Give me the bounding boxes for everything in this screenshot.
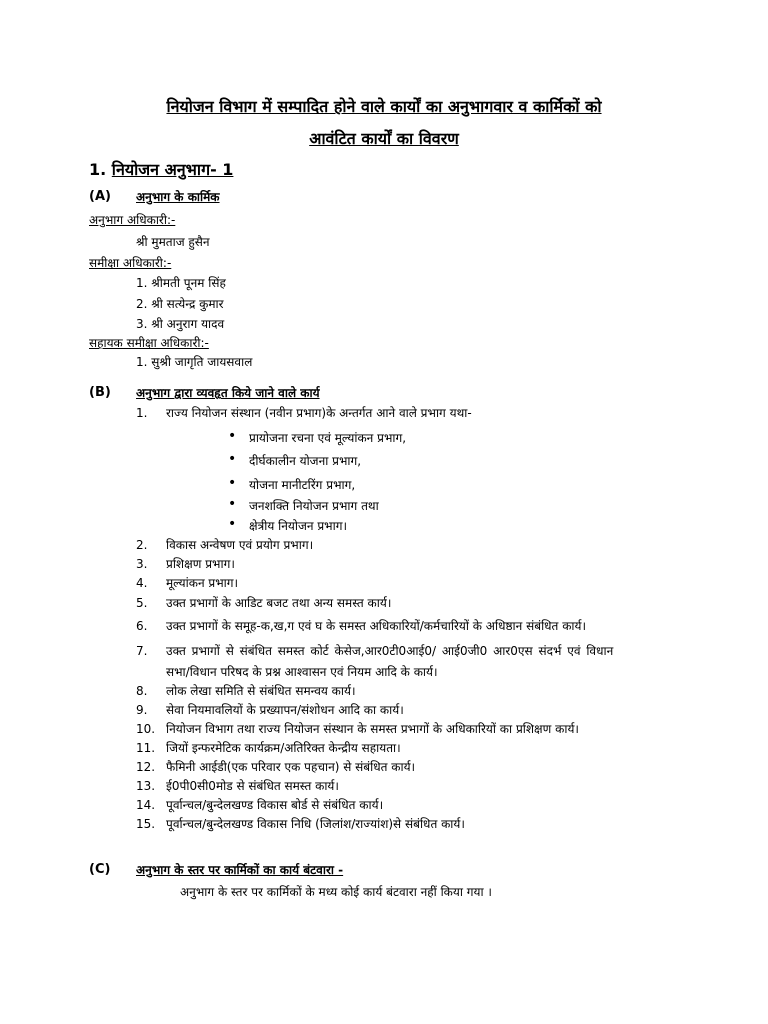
list-item-text: उक्त प्रभागों के समूह-क,ख,ग एवं घ के समस्त अधिकारियों/कर्मचारियों के अधिष्ठान संबंधित कार्य।: [166, 619, 587, 633]
part-b-code: (B): [89, 385, 111, 400]
page-title-line-1: नियोजन विभाग में सम्पादित होने वाले कार्यों का अनुभागवार व कार्मिकों को: [166, 97, 602, 116]
list-item-number: 11.: [136, 741, 156, 755]
list-item-text: पूर्वान्चल/बुन्देलखण्ड विकास निधि (जिलांश/राज्यांश)से संबंधित कार्य।: [166, 817, 465, 831]
list-item-number: 12.: [136, 760, 156, 774]
list-item-number: 7.: [136, 644, 148, 658]
member-review-officer-1: 1. श्रीमती पूनम सिंह: [136, 276, 226, 290]
list-item-number: 8.: [136, 684, 148, 698]
list-item-number: 14.: [136, 798, 156, 812]
list-item-number: 1.: [136, 406, 148, 420]
list-item-text: प्रशिक्षण प्रभाग।: [166, 557, 235, 571]
bullet-item: • प्रायोजना रचना एवं मूल्यांकन प्रभाग,: [249, 429, 406, 446]
part-c-heading: अनुभाग के स्तर पर कार्मिकों का कार्य बंटवारा -: [136, 863, 344, 877]
list-item-number: 13.: [136, 779, 156, 793]
list-item-text: उक्त प्रभागों के आडिट बजट तथा अन्य समस्त कार्य।: [166, 596, 392, 610]
list-item-number: 2.: [136, 538, 148, 552]
member-assistant-review-officer-1: 1. सुश्री जागृति जायसवाल: [136, 355, 253, 369]
role-review-officer: समीक्षा अधिकारी:-: [89, 256, 172, 270]
role-assistant-review-officer: सहायक समीक्षा अधिकारी:-: [89, 336, 209, 350]
member-review-officer-3: 3. श्री अनुराग यादव: [136, 317, 225, 331]
bullet-item: • दीर्घकालीन योजना प्रभाग,: [249, 452, 361, 469]
list-item-text: लोक लेखा समिति से संबंधित समन्वय कार्य।: [166, 684, 356, 698]
member-section-officer-1: श्री मुमताज हुसैन: [136, 235, 210, 249]
list-item-text: विकास अन्वेषण एवं प्रयोग प्रभाग।: [166, 538, 314, 552]
list-item-text: नियोजन विभाग तथा राज्य नियोजन संस्थान के समस्त प्रभागों के अधिकारियों का प्रशिक्षण कार्य।: [166, 722, 579, 736]
list-item-text: ई0पी0सी0मोड से संबंधित समस्त कार्य।: [166, 779, 339, 793]
part-a-code: (A): [89, 189, 111, 204]
list-item-text: उक्त प्रभागों से संबंधित समस्त कोर्ट केसेज,आर0टी0आई0/ आई0जी0 आर0एस संदर्भ एवं विधान: [166, 644, 614, 658]
list-item-number: 6.: [136, 619, 148, 633]
list-item-text: जियों इन्फरमेटिक कार्यक्रम/अतिरिक्त केन्द्रीय सहायता।: [166, 741, 401, 755]
part-c-code: (C): [89, 862, 111, 877]
part-b-heading: अनुभाग द्वारा व्यवहृत किये जाने वाले कार्य: [136, 386, 320, 400]
list-item-number: 3.: [136, 557, 148, 571]
list-item-text: मूल्यांकन प्रभाग।: [166, 576, 239, 590]
list-item-number: 10.: [136, 722, 156, 736]
list-item-text: सेवा नियमावलियों के प्रख्यापन/संशोधन आदि का कार्य।: [166, 703, 404, 717]
list-item-text: फैमिनी आईडी(एक परिवार एक पहचान) से संबंधित कार्य।: [166, 760, 416, 774]
list-item-number: 5.: [136, 596, 148, 610]
part-a-heading: अनुभाग के कार्मिक: [136, 190, 220, 204]
section-1-heading: [89, 158, 233, 180]
bullet-item: • योजना मानीटरिंग प्रभाग,: [249, 476, 355, 493]
list-item-number: 15.: [136, 817, 156, 831]
page-title-line-2: आवंटित कार्यों का विवरण: [309, 129, 459, 148]
section-1-label: नियोजन अनुभाग- 1: [111, 160, 234, 179]
section-1-number: 1.: [89, 160, 107, 179]
list-item-number: 4.: [136, 576, 148, 590]
list-item-text-continued: सभा/विधान परिषद के प्रश्न आश्वासन एवं नियम आदि के कार्य।: [166, 665, 438, 679]
member-review-officer-2: 2. श्री सत्येन्द्र कुमार: [136, 297, 224, 311]
part-c-text: अनुभाग के स्तर पर कार्मिकों के मध्य कोई कार्य बंटवारा नहीं किया गया ।: [180, 885, 492, 899]
bullet-item: • क्षेत्रीय नियोजन प्रभाग।: [249, 517, 347, 534]
list-item-text: राज्य नियोजन संस्थान (नवीन प्रभाग)के अन्तर्गत आने वाले प्रभाग यथा-: [166, 406, 472, 420]
bullet-item: • जनशक्ति नियोजन प्रभाग तथा: [249, 497, 379, 514]
role-section-officer: अनुभाग अधिकारी:-: [89, 213, 176, 227]
list-item-number: 9.: [136, 703, 148, 717]
list-item-text: पूर्वान्चल/बुन्देलखण्ड विकास बोर्ड से संबंधित कार्य।: [166, 798, 384, 812]
